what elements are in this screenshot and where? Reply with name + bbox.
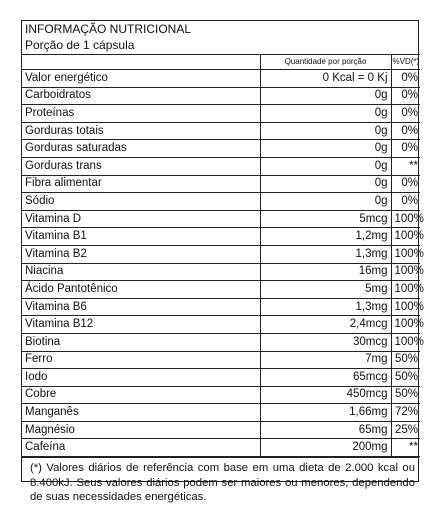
nutrient-name: Niacina	[22, 263, 260, 281]
nutrient-quantity: 0g	[260, 105, 391, 123]
table-row	[22, 404, 420, 422]
nutrient-name: Vitamina B1	[22, 228, 260, 246]
serving-size: Porção de 1 cápsula	[25, 38, 135, 52]
nutrient-quantity: 0g	[260, 157, 391, 175]
nutrition-table	[22, 54, 424, 457]
table-row	[22, 316, 420, 334]
nutrient-quantity: 2,4mcg	[260, 316, 391, 334]
table-row	[22, 122, 420, 140]
nutrient-dv: 0%	[391, 175, 420, 193]
table-row	[22, 175, 420, 193]
table-row	[22, 105, 420, 123]
nutrient-name: Ácido Pantotênico	[22, 281, 260, 299]
nutrient-dv: **	[391, 157, 420, 175]
nutrient-name: Gorduras totais	[22, 122, 260, 140]
nutrient-name: Cafeína	[22, 439, 260, 457]
nutrient-quantity: 1,3mg	[260, 245, 391, 263]
nutrient-quantity: 0g	[260, 87, 391, 105]
table-row	[22, 369, 420, 387]
nutrient-dv: 100%	[391, 228, 420, 246]
table-row	[22, 439, 420, 457]
nutrient-name: Vitamina B12	[22, 316, 260, 334]
nutrient-dv: 100%	[391, 263, 420, 281]
nutrient-name: Fibra alimentar	[22, 175, 260, 193]
nutrient-name: Valor energético	[22, 70, 260, 88]
nutrient-quantity: 0g	[260, 140, 391, 158]
nutrient-dv: 0%	[391, 122, 420, 140]
nutrient-dv: 100%	[391, 210, 420, 228]
footnote: (*) Valores diários de referência com base em uma dieta de 2.000 kcal ou 8.400kJ. Seus valores diários podem ser maiores ou menores, dependendo de suas necessidades energéticas.	[22, 457, 418, 505]
nutrient-quantity: 0g	[260, 122, 391, 140]
nutrient-name: Ferro	[22, 351, 260, 369]
nutrient-name: Sódio	[22, 193, 260, 211]
table-row	[22, 281, 420, 299]
nutrient-name: Manganês	[22, 404, 260, 422]
table-header-row	[22, 55, 420, 70]
nutrient-name: Gorduras trans	[22, 157, 260, 175]
header-blank-cell	[22, 55, 260, 70]
nutrient-dv: 100%	[391, 298, 420, 316]
table-row	[22, 263, 420, 281]
nutrient-name: Carboidratos	[22, 87, 260, 105]
table-row	[22, 193, 420, 211]
nutrient-quantity: 1,3mg	[260, 298, 391, 316]
nutrient-name: Cobre	[22, 386, 260, 404]
nutrient-dv: 0%	[391, 140, 420, 158]
nutrient-dv: 0%	[391, 193, 420, 211]
table-row	[22, 386, 420, 404]
nutrient-name: Proteínas	[22, 105, 260, 123]
table-row	[22, 210, 420, 228]
nutrient-dv: 100%	[391, 333, 420, 351]
nutrient-quantity: 5mg	[260, 281, 391, 299]
nutrient-quantity: 0g	[260, 193, 391, 211]
nutrient-name: Iodo	[22, 369, 260, 387]
header-quantity: Quantidade por porção	[260, 55, 391, 70]
nutrient-name: Biotina	[22, 333, 260, 351]
table-row	[22, 70, 420, 88]
nutrient-quantity: 450mcg	[260, 386, 391, 404]
nutrient-quantity: 30mcg	[260, 333, 391, 351]
nutrient-quantity: 0 Kcal = 0 Kj	[260, 70, 391, 88]
table-row	[22, 87, 420, 105]
nutrient-dv: 50%	[391, 386, 420, 404]
table-row	[22, 157, 420, 175]
nutrient-name: Vitamina D	[22, 210, 260, 228]
nutrient-quantity: 1,2mg	[260, 228, 391, 246]
table-row	[22, 421, 420, 439]
nutrient-dv: 0%	[391, 87, 420, 105]
table-row	[22, 351, 420, 369]
nutrient-dv: 100%	[391, 316, 420, 334]
header-dv: %VD(*)	[391, 55, 420, 70]
nutrient-dv: 100%	[391, 245, 420, 263]
nutrient-dv: 0%	[391, 70, 420, 88]
nutrient-quantity: 7mg	[260, 351, 391, 369]
table-row	[22, 228, 420, 246]
nutrient-quantity: 65mcg	[260, 369, 391, 387]
table-row	[22, 333, 420, 351]
panel-title: INFORMAÇÃO NUTRICIONAL	[25, 22, 192, 36]
nutrient-quantity: 200mg	[260, 439, 391, 457]
nutrient-quantity: 1,66mg	[260, 404, 391, 422]
table-row	[22, 140, 420, 158]
nutrient-quantity: 16mg	[260, 263, 391, 281]
nutrient-dv: 0%	[391, 105, 420, 123]
nutrient-name: Gorduras saturadas	[22, 140, 260, 158]
nutrient-quantity: 0g	[260, 175, 391, 193]
nutrient-name: Magnésio	[22, 421, 260, 439]
nutrient-dv: **	[391, 439, 420, 457]
nutrient-dv: 72%	[391, 404, 420, 422]
nutrient-quantity: 65mg	[260, 421, 391, 439]
nutrient-name: Vitamina B2	[22, 245, 260, 263]
nutrient-dv: 100%	[391, 281, 420, 299]
table-row	[22, 298, 420, 316]
nutrient-dv: 50%	[391, 369, 420, 387]
table-row	[22, 245, 420, 263]
nutrient-name: Vitamina B6	[22, 298, 260, 316]
nutrient-dv: 25%	[391, 421, 420, 439]
nutrient-quantity: 5mcg	[260, 210, 391, 228]
nutrient-dv: 50%	[391, 351, 420, 369]
nutrition-facts-panel	[21, 20, 424, 504]
